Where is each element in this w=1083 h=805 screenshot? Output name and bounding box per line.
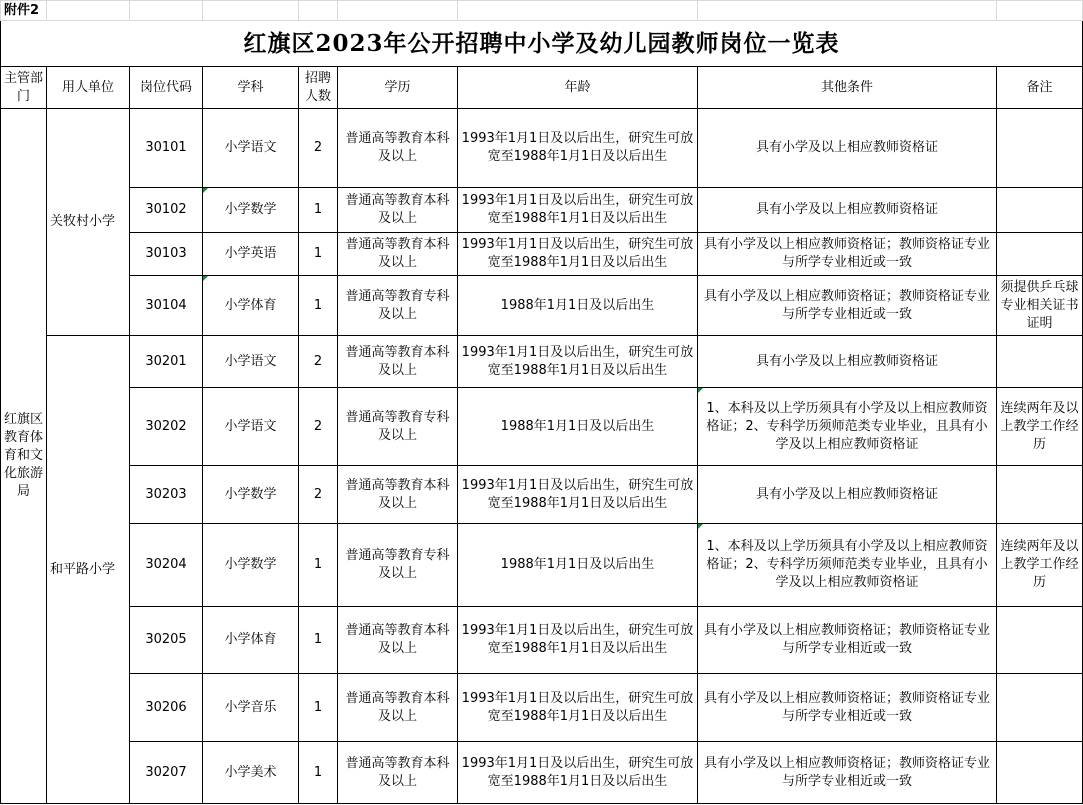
code-cell: 30202 — [130, 388, 203, 466]
age-cell: 1993年1月1日及以后出生，研究生可放宽至1988年1月1日及以后出生 — [458, 336, 698, 388]
note-cell — [997, 674, 1083, 742]
education-cell: 普通高等教育本科及以上 — [338, 336, 458, 388]
count-cell: 1 — [299, 276, 338, 336]
count-cell: 1 — [299, 524, 338, 607]
code-cell: 30206 — [130, 674, 203, 742]
count-cell: 2 — [299, 466, 338, 524]
unit-cell: 和平路小学 — [47, 336, 130, 804]
subject-cell: 小学数学 — [203, 188, 299, 233]
subject-cell: 小学语文 — [203, 109, 299, 188]
subject-cell: 小学音乐 — [203, 674, 299, 742]
code-cell: 30205 — [130, 607, 203, 674]
age-cell: 1993年1月1日及以后出生，研究生可放宽至1988年1月1日及以后出生 — [458, 466, 698, 524]
table-row — [1, 388, 1083, 466]
note-cell — [997, 466, 1083, 524]
education-cell: 普通高等教育专科及以上 — [338, 524, 458, 607]
note-cell — [997, 233, 1083, 276]
code-cell: 30101 — [130, 109, 203, 188]
header-code: 岗位代码 — [130, 67, 203, 109]
subject-cell: 小学英语 — [203, 233, 299, 276]
count-cell: 1 — [299, 233, 338, 276]
age-cell: 1988年1月1日及以后出生 — [458, 276, 698, 336]
header-count: 招聘人数 — [299, 67, 338, 109]
count-cell: 1 — [299, 742, 338, 804]
header-education: 学历 — [338, 67, 458, 109]
count-cell: 2 — [299, 388, 338, 466]
conditions-cell: 1、本科及以上学历须具有小学及以上相应教师资格证；2、专科学历须师范类专业毕业，且具有小学及以上相应教师资格证 — [698, 388, 997, 466]
age-cell: 1988年1月1日及以后出生 — [458, 524, 698, 607]
education-cell: 普通高等教育专科及以上 — [338, 388, 458, 466]
header-department: 主管部门 — [1, 67, 47, 109]
table-row — [1, 276, 1083, 336]
age-cell: 1993年1月1日及以后出生，研究生可放宽至1988年1月1日及以后出生 — [458, 674, 698, 742]
age-cell: 1993年1月1日及以后出生，研究生可放宽至1988年1月1日及以后出生 — [458, 233, 698, 276]
note-cell: 连续两年及以上教学工作经历 — [997, 524, 1083, 607]
age-cell: 1993年1月1日及以后出生，研究生可放宽至1988年1月1日及以后出生 — [458, 742, 698, 804]
conditions-cell: 具有小学及以上相应教师资格证；教师资格证专业与所学专业相近或一致 — [698, 742, 997, 804]
education-cell: 普通高等教育本科及以上 — [338, 466, 458, 524]
subject-cell: 小学体育 — [203, 607, 299, 674]
code-cell: 30207 — [130, 742, 203, 804]
header-age: 年龄 — [458, 67, 698, 109]
unit-cell: 关牧村小学 — [47, 109, 130, 336]
attachment-label: 附件2 — [1, 1, 47, 21]
conditions-cell: 具有小学及以上相应教师资格证 — [698, 336, 997, 388]
table-title: 红旗区2023年公开招聘中小学及幼儿园教师岗位一览表 — [1, 21, 1083, 67]
table-row — [1, 607, 1083, 674]
note-cell — [997, 188, 1083, 233]
code-cell: 30203 — [130, 466, 203, 524]
code-cell: 30104 — [130, 276, 203, 336]
note-cell: 连续两年及以上教学工作经历 — [997, 388, 1083, 466]
note-cell — [997, 336, 1083, 388]
count-cell: 1 — [299, 674, 338, 742]
education-cell: 普通高等教育本科及以上 — [338, 188, 458, 233]
header-unit: 用人单位 — [47, 67, 130, 109]
header-subject: 学科 — [203, 67, 299, 109]
count-cell: 1 — [299, 607, 338, 674]
note-cell — [997, 742, 1083, 804]
conditions-cell: 具有小学及以上相应教师资格证；教师资格证专业与所学专业相近或一致 — [698, 233, 997, 276]
note-cell — [997, 607, 1083, 674]
education-cell: 普通高等教育本科及以上 — [338, 233, 458, 276]
education-cell: 普通高等教育本科及以上 — [338, 742, 458, 804]
table-row — [1, 742, 1083, 804]
education-cell: 普通高等教育本科及以上 — [338, 674, 458, 742]
header-conditions: 其他条件 — [698, 67, 997, 109]
table-row — [1, 466, 1083, 524]
table-row — [1, 109, 1083, 188]
code-cell: 30102 — [130, 188, 203, 233]
table-row — [1, 188, 1083, 233]
subject-cell: 小学语文 — [203, 336, 299, 388]
count-cell: 1 — [299, 188, 338, 233]
subject-cell: 小学数学 — [203, 524, 299, 607]
table-row — [1, 336, 1083, 388]
age-cell: 1993年1月1日及以后出生，研究生可放宽至1988年1月1日及以后出生 — [458, 109, 698, 188]
count-cell: 2 — [299, 336, 338, 388]
conditions-cell: 具有小学及以上相应教师资格证；教师资格证专业与所学专业相近或一致 — [698, 607, 997, 674]
subject-cell: 小学数学 — [203, 466, 299, 524]
department-cell: 红旗区教育体育和文化旅游局 — [1, 109, 47, 804]
subject-cell: 小学体育 — [203, 276, 299, 336]
subject-cell: 小学语文 — [203, 388, 299, 466]
conditions-cell: 1、本科及以上学历须具有小学及以上相应教师资格证；2、专科学历须师范类专业毕业，且具有小学及以上相应教师资格证 — [698, 524, 997, 607]
code-cell: 30204 — [130, 524, 203, 607]
code-cell: 30201 — [130, 336, 203, 388]
note-cell: 须提供乒乓球专业相关证书证明 — [997, 276, 1083, 336]
table-row — [1, 524, 1083, 607]
education-cell: 普通高等教育专科及以上 — [338, 276, 458, 336]
header-notes: 备注 — [997, 67, 1083, 109]
table-row — [1, 233, 1083, 276]
education-cell: 普通高等教育本科及以上 — [338, 607, 458, 674]
conditions-cell: 具有小学及以上相应教师资格证 — [698, 466, 997, 524]
age-cell: 1993年1月1日及以后出生，研究生可放宽至1988年1月1日及以后出生 — [458, 607, 698, 674]
note-cell — [997, 109, 1083, 188]
age-cell: 1993年1月1日及以后出生，研究生可放宽至1988年1月1日及以后出生 — [458, 188, 698, 233]
conditions-cell: 具有小学及以上相应教师资格证；教师资格证专业与所学专业相近或一致 — [698, 674, 997, 742]
conditions-cell: 具有小学及以上相应教师资格证 — [698, 188, 997, 233]
conditions-cell: 具有小学及以上相应教师资格证；教师资格证专业与所学专业相近或一致 — [698, 276, 997, 336]
subject-cell: 小学美术 — [203, 742, 299, 804]
age-cell: 1988年1月1日及以后出生 — [458, 388, 698, 466]
conditions-cell: 具有小学及以上相应教师资格证 — [698, 109, 997, 188]
code-cell: 30103 — [130, 233, 203, 276]
table-row — [1, 674, 1083, 742]
education-cell: 普通高等教育本科及以上 — [338, 109, 458, 188]
count-cell: 2 — [299, 109, 338, 188]
